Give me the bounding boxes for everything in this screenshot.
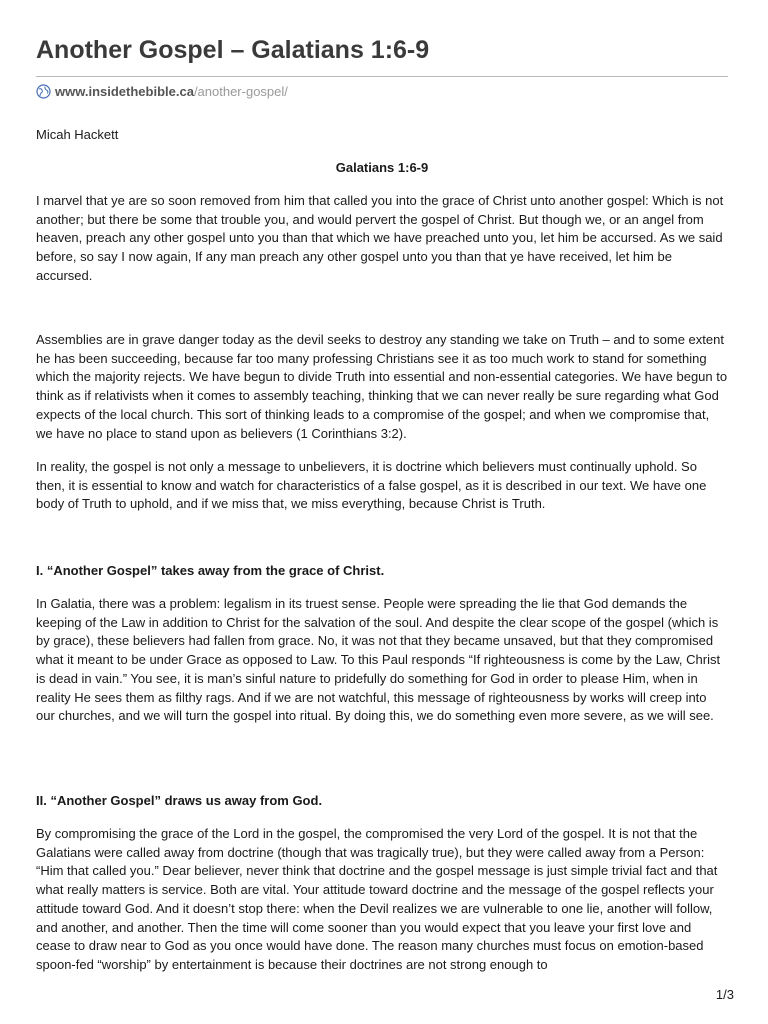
section-heading: I. “Another Gospel” takes away from the grace of Christ. [36,563,385,578]
scripture-heading: Galatians 1:6-9 [335,160,429,175]
title-divider [36,76,728,77]
source-domain[interactable]: www.insidethebible.ca [55,84,194,99]
page-title: Another Gospel – Galatians 1:6-9 [36,36,430,64]
scripture-paragraph: I marvel that ye are so soon removed from him that called you into the grace of Christ unto another gospel: Which is not another; but there be some that trouble you, and would pervert the gospel of Christ. But though we, or an angel from heaven, preach any other gospel unto you than that which we have preached unto you, let him be accursed. As we said before, so say I now again, If any man preach any other gospel unto you than that ye have received, let him be accursed. [36,193,724,283]
source-path[interactable]: /another-gospel/ [193,84,288,99]
body-paragraph: Assemblies are in grave danger today as the devil seeks to destroy any standing we take on Truth – and to some extent he has been succeeding, because far too many professing Christians see it as too much work to stand for something which the majority rejects. We have begun to divide Truth into essential and non-essential categories. We have begun to think as if relativists when it comes to assembly teaching, thinking that we can never really be sure regarding what God expects of the local church. This sort of thinking leads to a compromise of the gospel; and when we compromise that, we have no place to stand upon as believers (1 Corinthians 3:2). [36,332,728,441]
source-link[interactable] [36,84,288,99]
body-paragraph: In Galatia, there was a problem: legalism in its truest sense. People were spreading the lie that God demands the keeping of the Law in addition to Christ for the salvation of the soul. And despite the clear scope of the gospel (which is by grace), these believers had fallen from grace. No, it was not that they became unsaved, but that they compromised what it meant to be under Grace as opposed to Law. To this Paul responds “If righteousness is come by the Law, Christ is dead in vain.” You see, it is man’s sinful nature to pridefully do something for God in order to please Him, when in reality He sees them as filthy rags. And if we are not watchful, this message of righteousness by works will creep into our churches, and we will turn the gospel into ritual. By doing this, we do something even more severe, as we will see. [36,596,721,724]
body-paragraph: In reality, the gospel is not only a message to unbelievers, it is doctrine which believers must continually uphold. So then, it is essential to know and watch for characteristics of a false gospel, as it is described in our text. We have one body of Truth to uphold, and if we miss that, we miss everything, because Christ is Truth. [36,459,707,512]
body-paragraph: By compromising the grace of the Lord in the gospel, the compromised the very Lord of the gospel. It is not that the Galatians were called away from doctrine (though that was tragically true), but they were called away from a Person: “Him that called you.” Dear believer, never think that doctrine and the gospel message is just simple trivial fact and that what really matters is service. Both are vital. Your attitude toward doctrine and the message of the gospel reflects your attitude toward God. And it doesn’t stop there: when the Devil realizes we are vulnerable to one lie, another will follow, and another, and another. Then the time will come sooner than you would expect that you leave your first love and cease to draw near to God as you once would have done. The reason many churches must focus on emotion-based spoon-fed “worship” by entertainment is because their doctrines are not strong enough to [36,826,718,972]
author-name: Micah Hackett [36,127,119,142]
page-number: 1/3 [715,987,734,1002]
globe-icon [36,84,51,99]
section-heading: II. “Another Gospel” draws us away from God. [36,793,323,808]
